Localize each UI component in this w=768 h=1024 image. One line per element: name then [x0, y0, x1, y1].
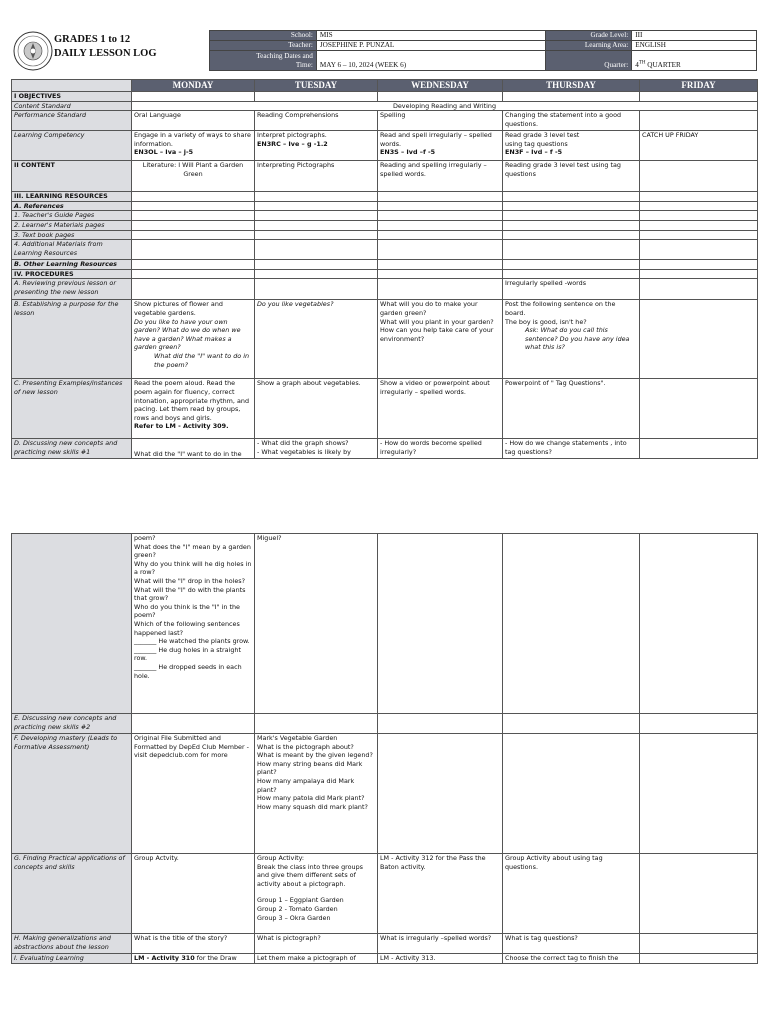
d-monday-line: Why do you think will he dig holes in a row?	[134, 559, 252, 577]
procedure-c-thursday: Powerpoint of " Tag Questions".	[503, 379, 640, 439]
procedure-d-label: D. Discussing new concepts and practicing new skills #1	[12, 439, 132, 459]
grade-label: Grade Level:	[546, 31, 632, 41]
d-monday-line: Who do you think is the "I" in the poem?	[134, 602, 240, 620]
procedure-g-monday: Group Actvity.	[132, 854, 255, 934]
procedure-g-wednesday: LM - Activity 312 for the Pass the Baton activity.	[378, 854, 503, 934]
dates-label	[210, 51, 317, 71]
b-monday-text-2: Do you like to have your own garden? What do we do when we have a garden? What makes a garden green?	[134, 317, 241, 352]
quarter-suffix: TH	[638, 60, 646, 66]
table-row	[12, 269, 758, 279]
procedure-c-monday	[132, 379, 255, 439]
table-row	[12, 192, 758, 202]
table-row	[12, 714, 758, 734]
ps-tuesday: Reading Comprehensions	[255, 111, 378, 131]
school-label: School:	[210, 31, 317, 41]
procedure-d-tuesday-continued: Miguel?	[255, 534, 378, 714]
resources-label: III. LEARNING RESOURCES	[12, 192, 132, 202]
procedure-h-thursday: What is tag questions?	[503, 934, 640, 954]
procedure-i-tuesday: Let them make a pictograph of	[255, 954, 378, 964]
f-tuesday-line: How many patola did Mark plant?	[257, 794, 365, 803]
d-monday-line: Which of the following sentences happened last?	[134, 619, 240, 637]
procedure-d-wednesday: - How do words become spelled irregularly?	[378, 439, 503, 459]
table-row	[12, 111, 758, 131]
b-wednesday-text-3: How can you help take care of your environment?	[380, 326, 494, 343]
textbook-label: 3. Text book pages	[12, 230, 132, 240]
day-tuesday: TUESDAY	[255, 80, 378, 92]
procedure-d-thursday: - How do we change statements , into tag questions?	[503, 439, 640, 459]
procedure-d-tuesday	[255, 439, 378, 459]
area-value: ENGLISH	[632, 41, 757, 51]
lc-tuesday	[255, 131, 378, 161]
i-monday-activity: LM - Activity 310	[134, 954, 195, 962]
f-tuesday-line: Mark's Vegetable Garden	[257, 734, 338, 742]
teacher-value: JOSEPHINE P. PUNZAL	[316, 41, 546, 51]
b-thursday-text-3: Ask: What do you call this sentence? Do you have any idea what this is?	[525, 326, 630, 352]
procedure-g-tuesday	[255, 854, 378, 934]
b-wednesday-text-2: What will you plant in your garden?	[380, 317, 494, 326]
table-row	[12, 300, 758, 379]
d-tuesday-text-1: - What did the graph shows?	[257, 439, 349, 448]
procedure-a-label: A. Reviewing previous lesson or presenting the new lesson	[12, 279, 132, 300]
lc-wednesday-text: Read and spell irregularly – spelled words.	[380, 131, 492, 148]
table-row	[12, 279, 758, 300]
f-tuesday-line: How many squash did mark plant?	[257, 802, 368, 811]
objectives-label: I OBJECTIVES	[12, 92, 132, 102]
content-label: II CONTENT	[12, 161, 132, 192]
header-info-table	[209, 30, 757, 71]
lc-thursday-text-2: using tag questions	[505, 139, 568, 148]
lc-monday-code: EN3OL – Iva – j-5	[134, 148, 194, 157]
dates-label-line-2: Time:	[295, 60, 313, 69]
lesson-table-page-2	[11, 533, 758, 964]
f-tuesday-line: How many ampalaya did Mark plant?	[257, 776, 355, 794]
lc-thursday	[503, 131, 640, 161]
lc-tuesday-text: Interpret pictographs.	[257, 131, 327, 140]
table-row	[12, 220, 758, 230]
b-monday-text-3: What did the "I" want to do in the poem?	[154, 351, 250, 369]
content-wednesday: Reading and spelling irregularly – spelled words.	[378, 161, 503, 192]
dates-value: MAY 6 – 10, 2024 (WEEK 6)	[316, 51, 546, 71]
lc-thursday-text-1: Read grade 3 level test	[505, 131, 580, 140]
procedure-d-monday: What did the "I" want to do in the	[132, 439, 255, 459]
days-header-row	[12, 80, 758, 92]
page-2	[11, 533, 757, 964]
f-tuesday-line: What is meant by the given legend?	[257, 751, 373, 760]
procedure-c-tuesday: Show a graph about vegetables.	[255, 379, 378, 439]
table-row	[12, 211, 758, 221]
additional-materials-label: 4. Additional Materials from Learning Resources	[12, 240, 132, 260]
b-thursday-text-2: The boy is good, isn't he?	[505, 317, 587, 326]
procedure-f-tuesday	[255, 734, 378, 854]
learners-materials-label: 2. Learner's Materials pages	[12, 220, 132, 230]
teacher-label: Teacher:	[210, 41, 317, 51]
table-row	[12, 101, 758, 111]
content-standard-label: Content Standard	[12, 101, 132, 111]
content-tuesday: Interpreting Pictographs	[255, 161, 378, 192]
procedure-b-wednesday	[378, 300, 503, 379]
procedure-i-label: I. Evaluating Learning	[12, 954, 132, 964]
b-monday-text-1: Show pictures of flower and vegetable gardens.	[134, 300, 223, 317]
lc-monday-text: Engage in a variety of ways to share information.	[134, 131, 251, 148]
procedure-i-thursday: Choose the correct tag to finish the	[503, 954, 640, 964]
lc-thursday-code: EN3F – Ivd – f -5	[505, 148, 563, 157]
content-standard-value: Developing Reading and Writing	[132, 101, 758, 111]
grade-value: III	[632, 31, 757, 41]
d-monday-line: What will the "I" drop in the holes?	[134, 576, 246, 585]
table-row	[12, 954, 758, 964]
d-monday-line: _______ He dropped seeds in each hole.	[134, 662, 242, 680]
table-row	[12, 934, 758, 954]
lc-friday: CATCH UP FRIDAY	[640, 131, 758, 161]
d-monday-line: What will the "I" do with the plants that grow?	[134, 585, 246, 603]
procedure-e-label: E. Discussing new concepts and practicing new skills #2	[12, 714, 132, 734]
area-label: Learning Area:	[546, 41, 632, 51]
procedure-b-monday	[132, 300, 255, 379]
table-row	[12, 201, 758, 211]
quarter-number: 4	[635, 61, 639, 69]
table-row	[12, 161, 758, 192]
procedure-b-label: B. Establishing a purpose for the lesson	[12, 300, 132, 379]
procedure-h-monday: What is the title of the story?	[132, 934, 255, 954]
procedure-i-wednesday: LM - Activity 313.	[378, 954, 503, 964]
teachers-guide-label: 1. Teacher's Guide Pages	[12, 211, 132, 221]
references-label: A. References	[12, 201, 132, 211]
table-row	[12, 534, 758, 714]
lc-wednesday	[378, 131, 503, 161]
lc-monday	[132, 131, 255, 161]
procedure-f-monday: Original File Submitted and Formatted by DepEd Club Member - visit depedclub.com for more	[132, 734, 255, 854]
procedure-a-thursday: Irregularly spelled -words	[503, 279, 640, 300]
quarter-label: Quarter:	[546, 51, 632, 71]
d-monday-line: _______ He watched the plants grow.	[134, 637, 250, 646]
header-corner-cell	[12, 80, 132, 92]
procedure-g-label: G. Finding Practical applications of concepts and skills	[12, 854, 132, 934]
day-monday: MONDAY	[132, 80, 255, 92]
g-tuesday-group-1: Group 1 – Eggplant Garden	[257, 896, 344, 905]
learning-competency-label: Learning Competency	[12, 131, 132, 161]
table-row	[12, 854, 758, 934]
procedure-h-tuesday: What is pictograph?	[255, 934, 378, 954]
ps-friday	[640, 111, 758, 131]
title-line-1: GRADES 1 to 12	[54, 34, 131, 45]
procedure-b-tuesday: Do you like vegetables?	[255, 300, 378, 379]
day-friday: FRIDAY	[640, 80, 758, 92]
d-monday-line: What does the "I" mean by a garden green?	[134, 542, 251, 560]
d-monday-line: poem?	[134, 534, 156, 542]
f-tuesday-line: What is the pictograph about?	[257, 742, 354, 751]
f-tuesday-line: How many string beans did Mark plant?	[257, 759, 363, 777]
procedure-d-monday-continued	[132, 534, 255, 714]
d-monday-line: _______ He dug holes in a straight row.	[134, 645, 241, 663]
procedure-i-monday	[132, 954, 255, 964]
lesson-table-page-1	[11, 79, 758, 459]
log-header	[11, 30, 757, 72]
procedure-c-label: C. Presenting Examples/instances of new lesson	[12, 379, 132, 439]
day-thursday: THURSDAY	[503, 80, 640, 92]
g-tuesday-group-3: Group 3 – Okra Garden	[257, 913, 331, 922]
school-value: MIS	[316, 31, 546, 41]
log-title	[54, 33, 157, 61]
ps-wednesday: Spelling	[378, 111, 503, 131]
day-wednesday: WEDNESDAY	[378, 80, 503, 92]
procedures-label: IV. PROCEDURES	[12, 269, 132, 279]
procedure-d-label-continued	[12, 534, 132, 714]
procedure-f-label: F. Developing mastery (Leads to Formative Assessment)	[12, 734, 132, 854]
ps-monday: Oral Language	[132, 111, 255, 131]
table-row	[12, 439, 758, 459]
g-tuesday-text-2: Break the class into three groups and give them different sets of activity about a pictograph.	[257, 862, 363, 888]
dates-label-line-1: Teaching Dates and	[256, 51, 313, 60]
procedure-b-thursday	[503, 300, 640, 379]
g-tuesday-text-1: Group Activity:	[257, 854, 305, 862]
c-monday-ref: Refer to LM - Activity 309.	[134, 422, 229, 431]
g-tuesday-group-2: Group 2 - Tomato Garden	[257, 904, 338, 913]
b-thursday-text-1: Post the following sentence on the board.	[505, 300, 616, 317]
ps-thursday: Changing the statement into a good questions.	[503, 111, 640, 131]
procedure-g-thursday: Group Activity about using tag questions.	[503, 854, 640, 934]
lc-tuesday-code: EN3RC – Ive – g -1.2	[257, 139, 328, 148]
table-row	[12, 734, 758, 854]
quarter-value	[632, 51, 757, 71]
table-row	[12, 230, 758, 240]
page-1	[11, 79, 757, 459]
performance-standard-label: Performance Standard	[12, 111, 132, 131]
content-monday: Literature: I Will Plant a Garden Green	[132, 161, 255, 192]
procedure-c-wednesday: Show a video or powerpoint about irregularly – spelled words.	[378, 379, 503, 439]
table-row	[12, 260, 758, 270]
table-row	[12, 240, 758, 260]
lc-wednesday-code: EN3S – Ivd –f -5	[380, 148, 436, 157]
title-line-2: DAILY LESSON LOG	[54, 48, 157, 59]
deped-seal-icon	[13, 31, 53, 71]
d-tuesday-text-2: - What vegetables is likely by	[257, 447, 351, 456]
table-row	[12, 131, 758, 161]
content-thursday: Reading grade 3 level test using tag questions	[503, 161, 640, 192]
b-wednesday-text-1: What will you do to make your garden green?	[380, 300, 478, 317]
procedure-h-label: H. Making generalizations and abstractions about the lesson	[12, 934, 132, 954]
c-monday-text: Read the poem aloud. Read the poem again for fluency, correct intonation, appropriate rhythm, and pacing. Let them read by groups, rows and boys and girls.	[134, 379, 249, 422]
other-resources-label: B. Other Learning Resources	[12, 260, 132, 270]
procedure-h-wednesday: What is irregularly –spelled words?	[378, 934, 503, 954]
table-row	[12, 379, 758, 439]
i-monday-text: for the Draw	[194, 954, 237, 962]
quarter-text: QUARTER	[645, 61, 681, 69]
table-row	[12, 92, 758, 102]
